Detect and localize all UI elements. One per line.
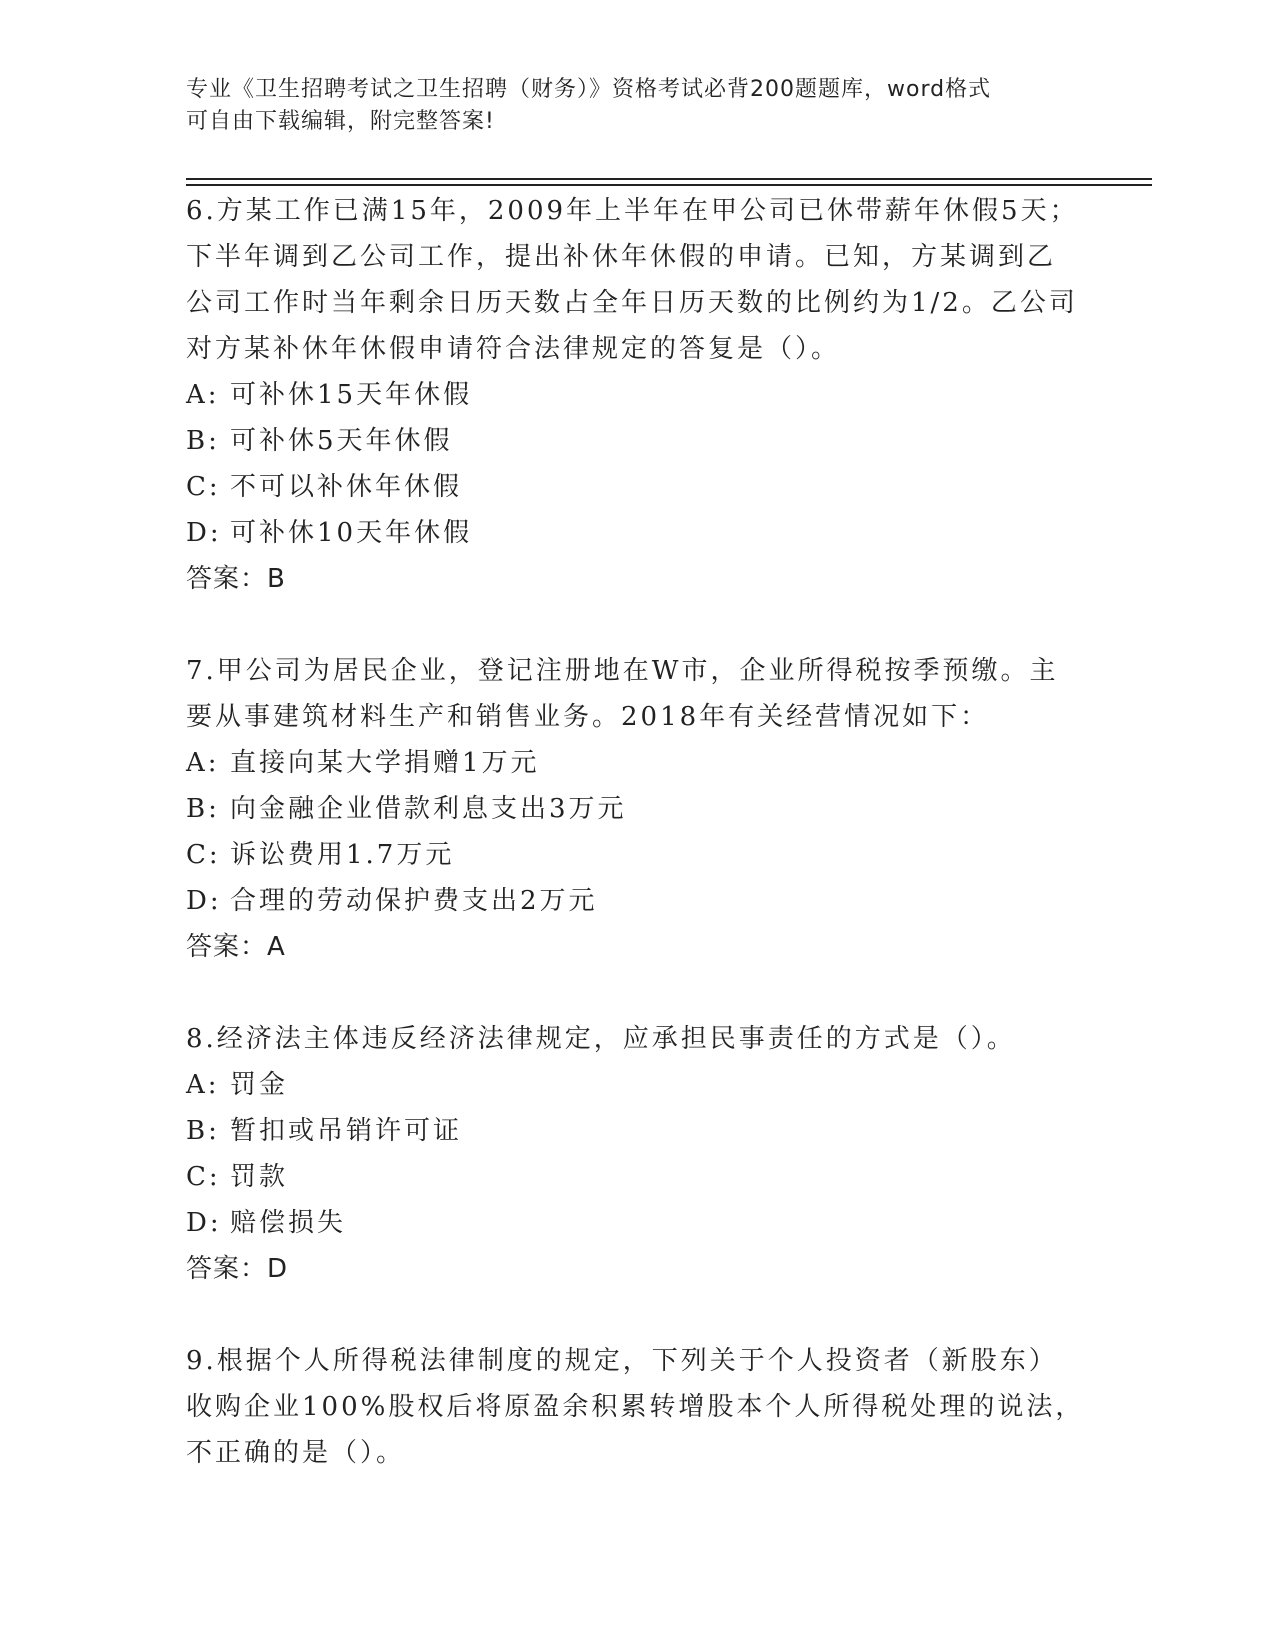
option-b xyxy=(186,418,1086,464)
stem-line: 公司工作时当年剩余日历天数占全年日历天数的比例约为1/2。乙公司 xyxy=(186,288,1078,318)
header-title-line-1: 专业《卫生招聘考试之卫生招聘（财务）》资格考试必背200题题库，word格式 xyxy=(186,77,992,102)
stem-line: 下半年调到乙公司工作，提出补休年休假的申请。已知，方某调到乙 xyxy=(186,242,1057,272)
option-list xyxy=(186,1062,1086,1246)
option-key: B: xyxy=(186,794,220,824)
spacer xyxy=(186,1292,1086,1338)
option-key: B: xyxy=(186,426,220,456)
option-c xyxy=(186,1154,1086,1200)
option-d xyxy=(186,1200,1086,1246)
option-text: 诉讼费用1.7万元 xyxy=(230,840,455,870)
header-divider-top xyxy=(186,178,1152,180)
stem-line: 9.根据个人所得税法律制度的规定，下列关于个人投资者（新股东） xyxy=(186,1346,1058,1376)
stem-line: 7.甲公司为居民企业，登记注册地在W市，企业所得税按季预缴。主 xyxy=(186,656,1059,686)
spacer xyxy=(186,602,1086,648)
question-list xyxy=(186,188,1086,1476)
option-text: 罚款 xyxy=(230,1162,289,1192)
header-title-line-2: 可自由下载编辑，附完整答案! xyxy=(186,109,495,134)
option-b xyxy=(186,786,1086,832)
stem-line: 不正确的是（）。 xyxy=(186,1438,406,1468)
header-divider-bottom xyxy=(186,184,1152,186)
option-key: C: xyxy=(186,840,221,870)
option-c xyxy=(186,832,1086,878)
question-stem xyxy=(186,188,1086,372)
option-a xyxy=(186,1062,1086,1108)
question-6 xyxy=(186,188,1086,602)
option-text: 直接向某大学捐赠1万元 xyxy=(230,748,540,778)
option-a xyxy=(186,372,1086,418)
option-key: A: xyxy=(186,380,220,410)
option-text: 罚金 xyxy=(230,1070,289,1100)
option-text: 可补休10天年休假 xyxy=(230,518,473,548)
option-text: 向金融企业借款利息支出3万元 xyxy=(230,794,627,824)
stem-line: 对方某补休年休假申请符合法律规定的答复是（）。 xyxy=(186,334,841,364)
option-b xyxy=(186,1108,1086,1154)
option-text: 可补休5天年休假 xyxy=(230,426,453,456)
option-key: A: xyxy=(186,1070,220,1100)
option-text: 不可以补休年休假 xyxy=(230,472,463,502)
answer-line: 答案：D xyxy=(186,1254,289,1284)
question-stem xyxy=(186,1338,1086,1476)
answer-line: 答案：B xyxy=(186,564,286,594)
stem-line: 收购企业100%股权后将原盈余积累转增股本个人所得税处理的说法， xyxy=(186,1392,1085,1422)
option-key: B: xyxy=(186,1116,220,1146)
option-a xyxy=(186,740,1086,786)
spacer xyxy=(186,970,1086,1016)
stem-line: 6.方某工作已满15年，2009年上半年在甲公司已休带薪年休假5天； xyxy=(186,196,1079,226)
option-key: D: xyxy=(186,1208,222,1238)
stem-line: 8.经济法主体违反经济法律规定，应承担民事责任的方式是（）。 xyxy=(186,1024,1016,1054)
option-d xyxy=(186,878,1086,924)
question-7 xyxy=(186,648,1086,970)
option-list xyxy=(186,372,1086,556)
question-stem xyxy=(186,648,1086,740)
option-d xyxy=(186,510,1086,556)
answer-line: 答案：A xyxy=(186,932,286,962)
option-list xyxy=(186,740,1086,924)
question-8 xyxy=(186,1016,1086,1292)
option-text: 合理的劳动保护费支出2万元 xyxy=(230,886,598,916)
option-key: A: xyxy=(186,748,220,778)
option-key: C: xyxy=(186,472,221,502)
option-c xyxy=(186,464,1086,510)
option-text: 暂扣或吊销许可证 xyxy=(230,1116,463,1146)
option-key: D: xyxy=(186,518,222,548)
question-stem xyxy=(186,1016,1086,1062)
option-text: 可补休15天年休假 xyxy=(230,380,473,410)
question-9 xyxy=(186,1338,1086,1476)
option-key: D: xyxy=(186,886,222,916)
option-text: 赔偿损失 xyxy=(230,1208,347,1238)
stem-line: 要从事建筑材料生产和销售业务。2018年有关经营情况如下： xyxy=(186,702,990,732)
document-header xyxy=(186,74,1066,138)
option-key: C: xyxy=(186,1162,221,1192)
